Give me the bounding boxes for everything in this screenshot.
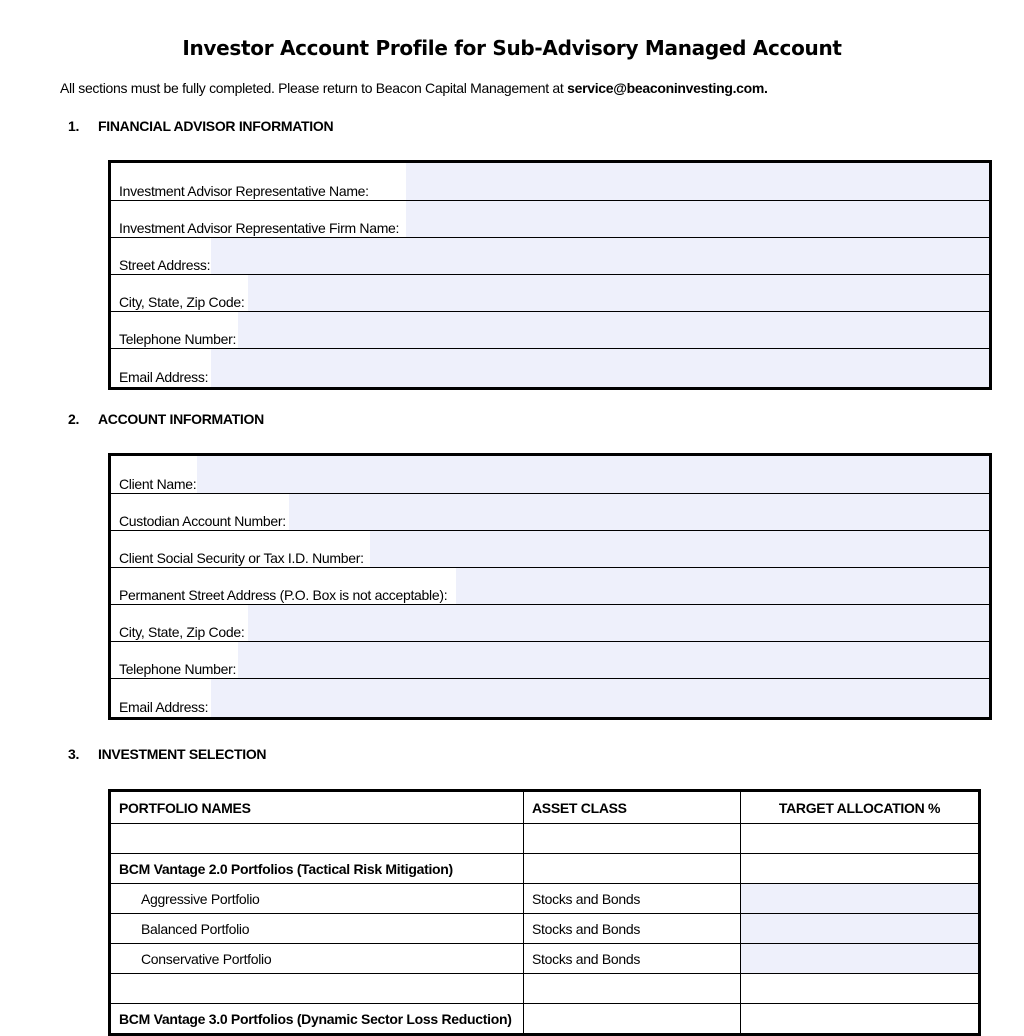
field-label: City, State, Zip Code: [119,294,245,310]
account-city-field[interactable] [248,605,989,641]
asset-class: Stocks and Bonds [524,914,741,944]
target-allocation-field[interactable] [741,914,980,944]
advisor-name-row [111,163,989,201]
advisor-city-field[interactable] [248,275,989,311]
client-name-row [111,456,989,494]
portfolio-name: Conservative Portfolio [110,944,524,974]
table-group-row [110,854,980,884]
section-title: FINANCIAL ADVISOR INFORMATION [98,118,334,134]
field-label: Email Address: [119,369,209,385]
advisor-name-field[interactable] [406,163,989,200]
advisor-city-row [111,275,989,312]
advisor-firm-field[interactable] [406,201,989,237]
column-header-portfolio: PORTFOLIO NAMES [110,791,524,824]
asset-class: Stocks and Bonds [524,944,741,974]
account-email-field[interactable] [211,679,989,717]
asset-class: Stocks and Bonds [524,884,741,914]
section-number: 1. [68,118,80,134]
column-header-target-allocation: TARGET ALLOCATION % [741,791,980,824]
permanent-address-row [111,568,989,605]
advisor-firm-row [111,201,989,238]
account-phone-row [111,642,989,679]
table-row [110,884,980,914]
section-title: INVESTMENT SELECTION [98,746,267,762]
target-allocation-field[interactable] [741,944,980,974]
advisor-street-field[interactable] [211,238,989,274]
table-row [110,944,980,974]
page-title: Investor Account Profile for Sub-Advisory Managed Account [182,36,842,60]
table-group-row [110,1004,980,1035]
section-title: ACCOUNT INFORMATION [98,411,264,427]
permanent-address-field[interactable] [456,568,989,604]
portfolio-group-name: BCM Vantage 3.0 Portfolios (Dynamic Sector Loss Reduction) [110,1004,524,1035]
field-label: Investment Advisor Representative Name: [119,183,369,199]
advisor-info-form [108,160,992,390]
advisor-phone-row [111,312,989,349]
custodian-account-row [111,494,989,531]
account-phone-field[interactable] [238,642,989,678]
field-label: Investment Advisor Representative Firm Name: [119,220,400,236]
field-label: Email Address: [119,699,209,715]
section-2-heading [68,411,264,427]
investment-selection-table [108,789,981,1036]
advisor-street-row [111,238,989,275]
table-header-row [110,791,980,824]
advisor-email-row [111,349,989,387]
section-number: 3. [68,746,80,762]
client-name-field[interactable] [197,456,989,493]
portfolio-name: Aggressive Portfolio [110,884,524,914]
field-label: Telephone Number: [119,661,237,677]
table-row [110,914,980,944]
field-label: Telephone Number: [119,331,237,347]
intro-instructions: All sections must be fully completed. Please return to Beacon Capital Management at [60,80,568,96]
portfolio-name: Balanced Portfolio [110,914,524,944]
section-1-heading [68,118,333,134]
field-label: Client Name: [119,476,197,492]
client-ssn-field[interactable] [370,531,989,567]
column-header-asset-class: ASSET CLASS [524,791,741,824]
field-label: City, State, Zip Code: [119,624,245,640]
field-label: Street Address: [119,257,211,273]
advisor-email-field[interactable] [211,349,989,387]
target-allocation-field[interactable] [741,884,980,914]
intro-email-link[interactable]: service@beaconinvesting.com. [567,80,768,96]
field-label: Permanent Street Address (P.O. Box is not acceptable): [119,587,448,603]
table-row [110,824,980,854]
client-ssn-row [111,531,989,568]
field-label: Client Social Security or Tax I.D. Number: [119,550,364,566]
section-3-heading [68,746,266,762]
portfolio-group-name: BCM Vantage 2.0 Portfolios (Tactical Risk Mitigation) [110,854,524,884]
intro-text [60,80,768,96]
account-email-row [111,679,989,717]
advisor-phone-field[interactable] [238,312,989,348]
table-row [110,974,980,1004]
field-label: Custodian Account Number: [119,513,286,529]
section-number: 2. [68,411,80,427]
account-city-row [111,605,989,642]
custodian-account-field[interactable] [289,494,989,530]
account-info-form [108,453,992,720]
